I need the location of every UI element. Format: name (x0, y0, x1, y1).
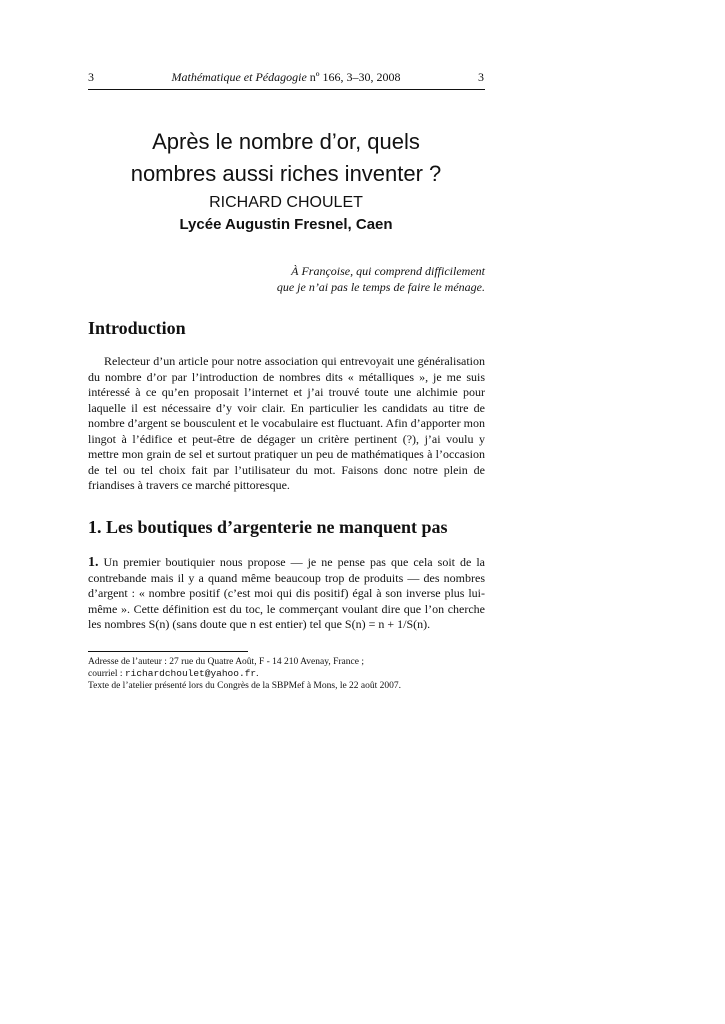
dedication (255, 263, 485, 295)
paragraph-number: 1. (88, 555, 99, 570)
section-1-paragraph (88, 555, 485, 633)
page-number-right: 3 (478, 70, 484, 84)
introduction-paragraph: Relecteur d’un article pour notre association qui entrevoyait une généralisation du nombre d’or par l’introduction de nombres dits « métalliques », je me suis intéressé à ce qu’en proposait l’internet et j’ai trouvé toute une alchimie pour laquelle il est nécessaire d’y voir clair. En particulier les candidats au titre de nombre d’argent se bousculent et le vocabulaire est fluctuant. Afin d’apporter mon lingot à l’édifice et peut-être de dégager un critère pertinent (?), j’ai voulu y mettre mon grain de sel et surtout pratiquer un peu de mathématiques à l’occasion de tel ou tel choix fait par l’utilisateur du mot. Faisons donc notre plein de friandises à travers ce marché pittoresque. (88, 354, 485, 492)
header-rule (88, 89, 485, 90)
dedication-line-2: que je n’ai pas le temps de faire le ménage. (276, 280, 485, 294)
running-header (88, 70, 484, 90)
article-title (60, 126, 512, 190)
page-number-left: 3 (88, 70, 94, 84)
email-end: . (256, 669, 259, 679)
title-line-2: nombres aussi riches inventer ? (130, 161, 442, 186)
title-line-1: Après le nombre d’or, quels (152, 129, 420, 154)
dedication-line-1: À Françoise, qui comprend difficilement (291, 264, 485, 278)
email-address: richardchoulet@yahoo.fr (124, 668, 257, 679)
footnote-congress-note: Texte de l’atelier présenté lors du Congrès de la SBPMef à Mons, le 22 août 2007. (88, 681, 402, 691)
footnote-email-line (88, 668, 485, 680)
journal-issue: nº 166, 3–30, 2008 (309, 70, 401, 84)
footnote-address: Adresse de l’auteur : 27 rue du Quatre Août, F - 14 210 Avenay, France ; (88, 657, 364, 667)
author-name: RICHARD CHOULET (209, 194, 363, 211)
author-affiliation: Lycée Augustin Fresnel, Caen (179, 216, 393, 233)
section-1-text: Un premier boutiquier nous propose — je ne pense pas que cela soit de la contrebande mais il y a quand même beaucoup trop de produits — des nombres d’argent : « nombre positif (c’est moi qui dis positif) égal à son inverse plus lui-même ». Cette définition est du toc, le commerçant voulant dire que l’on cherche les nombres S(n) (sans doute que n est entier) tel que S(n) = n + 1/S(n). (88, 555, 486, 631)
footnote-rule (88, 651, 248, 652)
journal-name: Mathématique et Pédagogie (171, 70, 307, 84)
email-label: courriel : (88, 669, 125, 679)
section-1-heading: 1. Les boutiques d’argenterie ne manquent pas (88, 517, 448, 537)
journal-reference (88, 70, 484, 85)
introduction-heading: Introduction (88, 318, 186, 338)
